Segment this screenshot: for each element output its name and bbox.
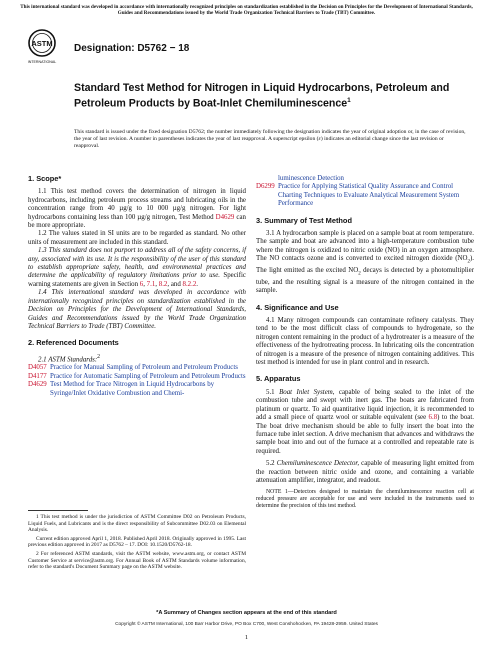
reference-d4177[interactable] bbox=[28, 373, 246, 381]
reference-code[interactable]: D4057 bbox=[28, 364, 47, 372]
reference-title[interactable]: Test Method for Trace Nitrogen in Liquid Hydrocarbons by Syringe/Inlet Oxidative Combustion and Chemi- bbox=[50, 381, 215, 397]
page-number: 1 bbox=[244, 634, 249, 641]
paragraph-1-4: 1.4 This international standard was developed in accordance with internationally recognized principles on standardization established in the Decision on Principles for the Development of International Standards, Guides and Recommendations issued by the World Trade Organization Technical Barriers to Trade (TBT) Committee. bbox=[28, 289, 246, 330]
paragraph-5-1-part-b: ) to the boat. The boat drive mechanism should be able to fully insert the boat into the furnace tube inlet section. A drive mechanism that advances and withdraws the sample boat into and out of the furnace at a controlled and repeatable rate is required. bbox=[256, 414, 475, 455]
issuance-note: This standard is issued under the fixed designation D5762; the number immediately following the designation indicates the year of original adoption or, in the case of revision, the year of last revision. A number in parentheses indicates the year of last reapproval. A superscript epsilon (ε) indicates an editorial change since the last revision or reapproval. bbox=[74, 129, 466, 149]
reference-d4629-continued[interactable]: luminescence Detection bbox=[278, 175, 345, 182]
designation: Designation: D5762 − 18 bbox=[74, 43, 190, 54]
conjunction-and: , and bbox=[167, 280, 183, 288]
astm-logo bbox=[25, 28, 59, 66]
footnote-2: 2 For referenced ASTM standards, visit the ASTM website, www.astm.org, or contact ASTM Customer Service at service@astm.org. For Annual Book of ASTM Standards volume information, refer to the standard's Document Summary page on the ASTM website. bbox=[28, 550, 246, 571]
link-d4629[interactable]: D4629 bbox=[215, 213, 235, 221]
reference-title[interactable]: Practice for Manual Sampling of Petroleum and Petroleum Products bbox=[50, 364, 238, 372]
referenced-documents-heading: 2. Referenced Documents bbox=[28, 338, 119, 348]
reference-code[interactable]: D6299 bbox=[256, 183, 275, 191]
paragraph-3-1-part-a: 3.1 A hydrocarbon sample is placed on a sample boat at room temperature. The sample and boat are advanced into a high-temperature combustion tube where the nitrogen is oxidized to nitric oxide (NO) in an oxygen atmosphere. The NO contacts ozone and is converted to excited nitrogen dioxide (NO bbox=[256, 230, 474, 263]
copyright-footer: Copyright © ASTM International, 100 Barr Harbor Drive, PO Box C700, West Conshohocken, PA 19428-2959. United States bbox=[115, 622, 378, 627]
link-section-7-1[interactable]: 7.1 bbox=[146, 280, 156, 288]
reference-d4057[interactable] bbox=[28, 364, 246, 372]
paragraph-1-3: 1.3 This standard does not purport to address all of the safety concerns, if any, associated with its use. It is the responsibility of the user of this standard to establish appropriate safety, health, and environmental practices and determine the applicability of regulatory limitations prior to use. Specific warning statements are given in Section 6, 7.1, 8.2, and 8.2.2. bbox=[28, 247, 246, 288]
paragraph-1-1-end: can be more appropriate. bbox=[28, 213, 246, 230]
astm-standards-label: 2.1 ASTM Standards: bbox=[38, 356, 98, 364]
boat-inlet-system-term: Boat Inlet System bbox=[279, 388, 333, 396]
note-1: NOTE 1—Detectors designed to maintain the chemiluminescence reaction cell at reduced pressure are acceptable for use and were included in the instruments used to determine the precision of this test method. bbox=[256, 489, 474, 510]
paragraph-4-1: 4.1 Many nitrogen compounds can contaminate refinery catalysts. They tend to be the most difficult class of compounds to hydrogenate, so the nitrogen content remaining in the product of a hydrotreater is a measure of the effectiveness of the hydrotreating process. In lubricating oils the concentration of nitrogen is a measure of the presence of nitrogen containing additives. This test method is intended for use in plant control and in research. bbox=[256, 317, 474, 367]
reference-code[interactable]: D4177 bbox=[28, 372, 47, 380]
tbt-banner: This international standard was developed in accordance with internationally recognized principles on standardization established in the Decision on Principles for the Development of International Standards, Guides and Recommendations issued by the World Trade Organization Technical Barriers to Trade (TBT) Committee. bbox=[20, 4, 473, 17]
scope-heading: 1. Scope* bbox=[28, 174, 62, 183]
footnotes bbox=[28, 514, 246, 573]
reference-code[interactable]: D4629 bbox=[28, 381, 47, 389]
link-section-8-2[interactable]: 8.2 bbox=[158, 280, 168, 288]
paragraph-5-1 bbox=[256, 389, 474, 456]
footnote-1: 1 This test method is under the jurisdiction of ASTM Committee D02 on Petroleum Products, Liquid Fuels, and Lubricants and is the direct responsibility of Subcommittee D02.03 on Elemental Analysis. bbox=[28, 514, 246, 534]
paragraph-3-1-part-b: ). The light emitted as the excited NO bbox=[256, 255, 474, 275]
svg-text:ASTM: ASTM bbox=[31, 38, 53, 48]
paragraph-3-1 bbox=[256, 230, 474, 296]
reference-title[interactable]: Practice for Applying Statistical Quality Assurance and Control Charting Techniques to Evaluate Analytical Measurement System Performance bbox=[278, 183, 460, 208]
paragraph-5-2-number: 5.2 bbox=[266, 460, 277, 468]
paragraph-1-1-text: 1.1 This test method covers the determination of nitrogen in liquid hydrocarbons, including petroleum process streams and lubricating oils in the concentration range from 40 µg/g to 10 000 µg/g nitrogen. For light hydrocarbons containing less than 100 µg/g nitrogen, Test Method bbox=[28, 188, 246, 221]
significance-heading: 4. Significance and Use bbox=[256, 302, 339, 312]
safety-statement: 1.3 This standard does not purport to address all of the safety concerns, if any, associated with its use. It is the responsibility of the user of this standard to establish appropriate safety, health, and environmental practices and determine the applicability of regulatory limitations prior to use. bbox=[28, 247, 246, 280]
paragraph-2-1 bbox=[28, 353, 246, 365]
paragraph-3-1-part-c: decays is detected by a photomultiplier tube, and the resulting signal is a measure of the nitrogen contained in the sample. bbox=[256, 267, 474, 295]
right-column bbox=[256, 175, 474, 510]
subscript-2: 2 bbox=[467, 259, 470, 265]
left-column bbox=[28, 175, 246, 398]
footnote-1-edition: Current edition approved April 1, 2018. Published April 2018. Originally approved in 1995. Last previous edition approved in 2017 as D5762 – 17. DOI: 10.1520/D5762-18. bbox=[28, 535, 246, 549]
detector-term: Chemiluminescence Detector, bbox=[276, 460, 360, 468]
warning-text: Specific warning statements are given in Section bbox=[28, 272, 246, 288]
paragraph-5-1-part-a: , capable of being sealed to the inlet of the combustion tube and swept with inert gas. The boats are fabricated from platinum or quartz. To aid quantitative liquid injection, it is recommended to add a small piece of quartz wool or suitable equivalent (see bbox=[256, 388, 474, 422]
paragraph-5-2 bbox=[256, 460, 474, 485]
summary-of-changes-notice: *A Summary of Changes section appears at the end of this standard bbox=[156, 610, 337, 616]
footnote-marker-2: 2 bbox=[97, 353, 101, 360]
reference-d6299[interactable] bbox=[256, 183, 474, 208]
link-section-6-8[interactable]: 6.8 bbox=[428, 414, 438, 422]
paragraph-1-2: 1.2 The values stated in SI units are to be regarded as standard. No other units of measurement are included in this standard. bbox=[28, 230, 246, 246]
reference-title[interactable]: Practice for Automatic Sampling of Petroleum and Petroleum Products bbox=[50, 372, 246, 380]
svg-text:INTERNATIONAL: INTERNATIONAL bbox=[27, 60, 57, 64]
reference-d4629[interactable] bbox=[28, 381, 246, 398]
paragraph-1-1 bbox=[28, 188, 246, 230]
link-section-8-2-2[interactable]: 8.2.2 bbox=[182, 280, 197, 288]
title-footnote-marker: 1 bbox=[347, 96, 351, 104]
paragraph-5-2-text: capable of measuring light emitted from the reaction between nitric oxide and ozone, and containing a variable attenuation amplifier, integrator, and readout. bbox=[256, 460, 474, 484]
summary-heading: 3. Summary of Test Method bbox=[256, 215, 352, 225]
paragraph-5-1-number: 5.1 bbox=[266, 388, 280, 396]
link-section-6[interactable]: 6 bbox=[139, 280, 144, 288]
apparatus-heading: 5. Apparatus bbox=[256, 374, 301, 384]
footnote-divider bbox=[28, 510, 88, 511]
title-text: Standard Test Method for Nitrogen in Liquid Hydrocarbons, Petroleum and Petroleum Products by Boat-Inlet Chemiluminescence bbox=[74, 82, 450, 110]
subscript-2: 2 bbox=[358, 271, 361, 277]
document-title bbox=[74, 82, 474, 110]
